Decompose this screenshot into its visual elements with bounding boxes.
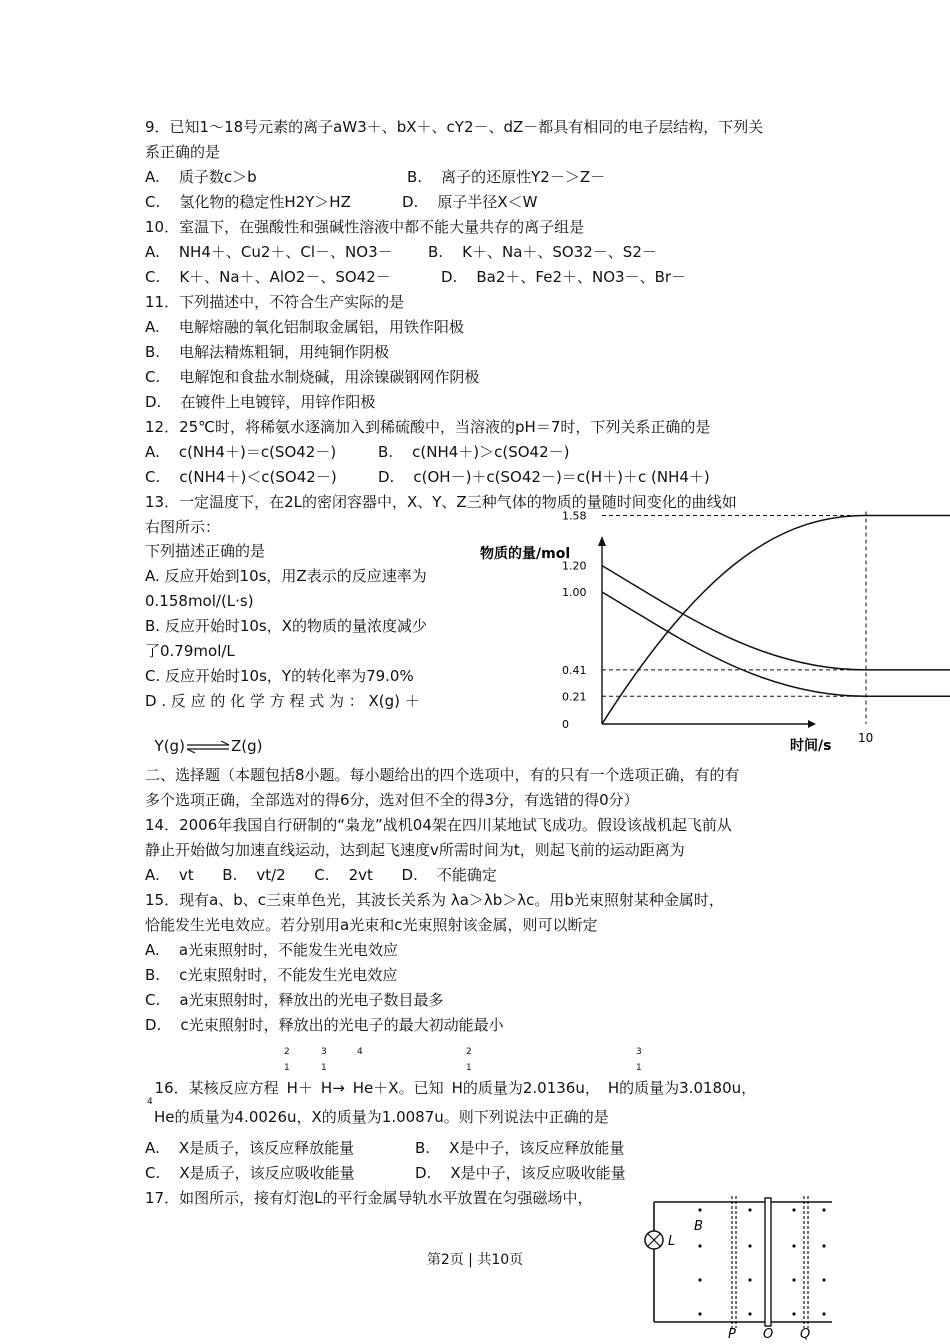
x-axis-arrow-icon: [808, 720, 816, 728]
q12-option-a: A. c(NH4＋)＝c(SO42－): [145, 443, 337, 461]
q14-stem-line2: 静止开始做匀加速直线运动，达到起飞速度v所需时间为t，则起飞前的运动距离为: [145, 841, 685, 859]
deuterium-mass-number: 2: [284, 1047, 290, 1057]
q13-option-a-line1: A. 反应开始到10s，用Z表示的反应速率为: [145, 567, 427, 585]
q12-option-d: D. c(OH－)＋c(SO42－)＝c(H＋)＋c (NH4＋): [378, 468, 710, 486]
q14-stem-line1: 14．2006年我国自行研制的“枭龙”战机04架在四川某地试飞成功。假设该战机起飞前从: [145, 816, 732, 834]
curve-Y: [602, 592, 950, 696]
q16-option-d: D. X是中子，该反应吸收能量: [415, 1164, 626, 1182]
q15-stem-line1: 15．现有a、b、c三束单色光，其波长关系为 λa＞λb＞λc。用b光束照射某种金属时，: [145, 891, 724, 909]
q16-option-b: B. X是中子，该反应释放能量: [415, 1139, 625, 1157]
q16-text-5: H的质量为2.0136u，: [451, 1079, 600, 1097]
q13-option-b-line2: 了0.79mol/L: [145, 642, 235, 660]
q11-stem: 11．下列描述中，不符合生产实际的是: [145, 293, 405, 311]
q16-text-2: H＋: [286, 1079, 313, 1097]
q13-option-c: C. 反应开始时10s，Y的转化率为79.0%: [145, 667, 414, 685]
q11-option-a: A. 电解熔融的氧化铝制取金属铝，用铁作阳极: [145, 318, 464, 336]
q13-option-d-line1: D . 反 应 的 化 学 方 程 式 为 ： X(g) ＋: [145, 692, 420, 710]
label-q: Q: [800, 1327, 811, 1342]
curve-Z: [602, 515, 950, 724]
q16-option-a: A. X是质子，该反应释放能量: [145, 1139, 355, 1157]
q13-stem-line2: 右图所示：: [145, 518, 221, 536]
label-p: P: [728, 1327, 736, 1342]
q16-text-6: H的质量为3.0180u，: [607, 1079, 757, 1097]
q16-stem-line1: [145, 1058, 756, 1098]
y-tick-0.21: 0.21: [562, 690, 587, 704]
q13-stem-line1: 13．一定温度下，在2L的密闭容器中，X、Y、Z三种气体的物质的量随时间变化的曲线如: [145, 493, 737, 511]
q13-option-a-line2: 0.158mol/(L·s): [145, 592, 254, 610]
deuterium-mass-number-2: 2: [466, 1047, 472, 1057]
deuterium-atomic-number: 1: [284, 1063, 290, 1073]
q9-option-a: A. 质子数c＞b: [145, 168, 257, 186]
q14-options: A. vt B. vt/2 C. 2vt D. 不能确定: [145, 866, 497, 884]
q15-option-a: A. a光束照射时，不能发生光电效应: [145, 941, 399, 959]
q11-option-b: B. 电解法精炼粗铜，用纯铜作阴极: [145, 343, 390, 361]
q13-option-b-line1: B. 反应开始时10s，X的物质的量浓度减少: [145, 617, 428, 635]
equilibrium-arrow-icon: [185, 741, 231, 753]
q16-stem-line2: He的质量为4.0026u，X的质量为1.0087u。则下列说法中正确的是: [154, 1108, 609, 1126]
deuterium-atomic-number-2: 1: [466, 1063, 472, 1073]
q13-d-reactant-y: Y(g): [154, 737, 185, 755]
tritium-mass-number-2: 3: [636, 1047, 642, 1057]
curve-X: [602, 566, 950, 670]
q16-option-c: C. X是质子，该反应吸收能量: [145, 1164, 355, 1182]
bulb-label: L: [668, 1234, 676, 1249]
q12-option-b: B. c(NH4＋)＞c(SO42－): [378, 443, 570, 461]
q15-stem-line2: 恰能发生光电效应。若分别用a光束和c光束照射该金属，则可以断定: [145, 916, 598, 934]
helium-mass-number: 4: [357, 1047, 363, 1057]
tritium-atomic-number: 1: [321, 1063, 327, 1073]
q10-option-c: C. K＋、Na＋、AlO2－、SO42－: [145, 268, 391, 286]
q9-stem-line2: 系正确的是: [145, 143, 221, 161]
q11-option-d: D. 在镀件上电镀锌，用锌作阳极: [145, 393, 376, 411]
q10-option-a: A. NH4＋、Cu2＋、Cl－、NO3－: [145, 243, 393, 261]
field-label: B: [694, 1219, 703, 1234]
q15-option-c: C. a光束照射时，释放出的光电子数目最多: [145, 991, 444, 1009]
q9-option-d: D. 原子半径X＜W: [402, 193, 538, 211]
q10-option-b: B. K＋、Na＋、SO32－、S2－: [428, 243, 657, 261]
q11-option-c: C. 电解饱和食盐水制烧碱，用涂镍碳钢网作阴极: [145, 368, 480, 386]
q13-amount-time-graph: [470, 509, 874, 756]
q10-option-d: D. Ba2＋、Fe2＋、NO3－、Br－: [441, 268, 687, 286]
q9-stem-line1: 9．已知1～18号元素的离子aW3＋、bX＋、cY2－、dZ－都具有相同的电子层结构，下列关: [145, 118, 764, 136]
page-footer: 第2页 | 共10页: [426, 1252, 524, 1268]
q16-text-3: H→: [320, 1079, 345, 1097]
q15-option-b: B. c光束照射时，不能发生光电效应: [145, 966, 398, 984]
q12-option-c: C. c(NH4＋)＜c(SO42－): [145, 468, 337, 486]
y-tick-1.58: 1.58: [562, 509, 587, 523]
y-tick-1.00: 1.00: [562, 586, 587, 599]
section2-heading-line2: 多个选项正确，全部选对的得6分，选对但不全的得3分，有选错的得0分）: [145, 791, 639, 809]
label-o: O: [763, 1327, 774, 1342]
q15-option-d: D. c光束照射时，释放出的光电子的最大初动能最小: [145, 1016, 504, 1034]
q16-text-1: 16．某核反应方程: [154, 1079, 279, 1097]
helium-mass-number-2: 4: [147, 1097, 153, 1107]
section2-heading-line1: 二、选择题（本题包括8小题。每小题给出的四个选项中，有的只有一个选项正确，有的有: [145, 766, 740, 784]
q12-stem: 12．25℃时，将稀氨水逐滴加入到稀硫酸中，当溶液的pH＝7时，下列关系正确的是: [145, 418, 711, 436]
tritium-mass-number: 3: [321, 1047, 327, 1057]
y-tick-0.41: 0.41: [562, 663, 587, 677]
q13-d-product-z: Z(g): [230, 737, 263, 755]
y-axis-arrow-icon: [598, 536, 606, 546]
graph-axes: [598, 536, 816, 728]
q9-option-b: B. 离子的还原性Y2－＞Z－: [407, 168, 606, 186]
q13-stem-line3: 下列描述正确的是: [145, 542, 266, 560]
y-tick-0: 0: [562, 718, 569, 731]
q16-text-4: He＋X。已知: [352, 1079, 444, 1097]
q13-option-d-line2: [145, 716, 262, 756]
y-axis-label: 物质的量/mol: [480, 546, 571, 562]
q9-option-c: C. 氢化物的稳定性H2Y＞HZ: [145, 193, 351, 211]
tritium-atomic-number-2: 1: [636, 1063, 642, 1073]
x-tick-10: 10: [858, 731, 874, 745]
y-tick-1.20: 1.20: [562, 559, 587, 573]
x-axis-label: 时间/s: [790, 738, 832, 754]
q10-stem: 10．室温下，在强酸性和强碱性溶液中都不能大量共存的离子组是: [145, 218, 585, 236]
q17-stem: 17．如图所示，接有灯泡L的平行金属导轨水平放置在匀强磁场中，: [145, 1189, 593, 1207]
